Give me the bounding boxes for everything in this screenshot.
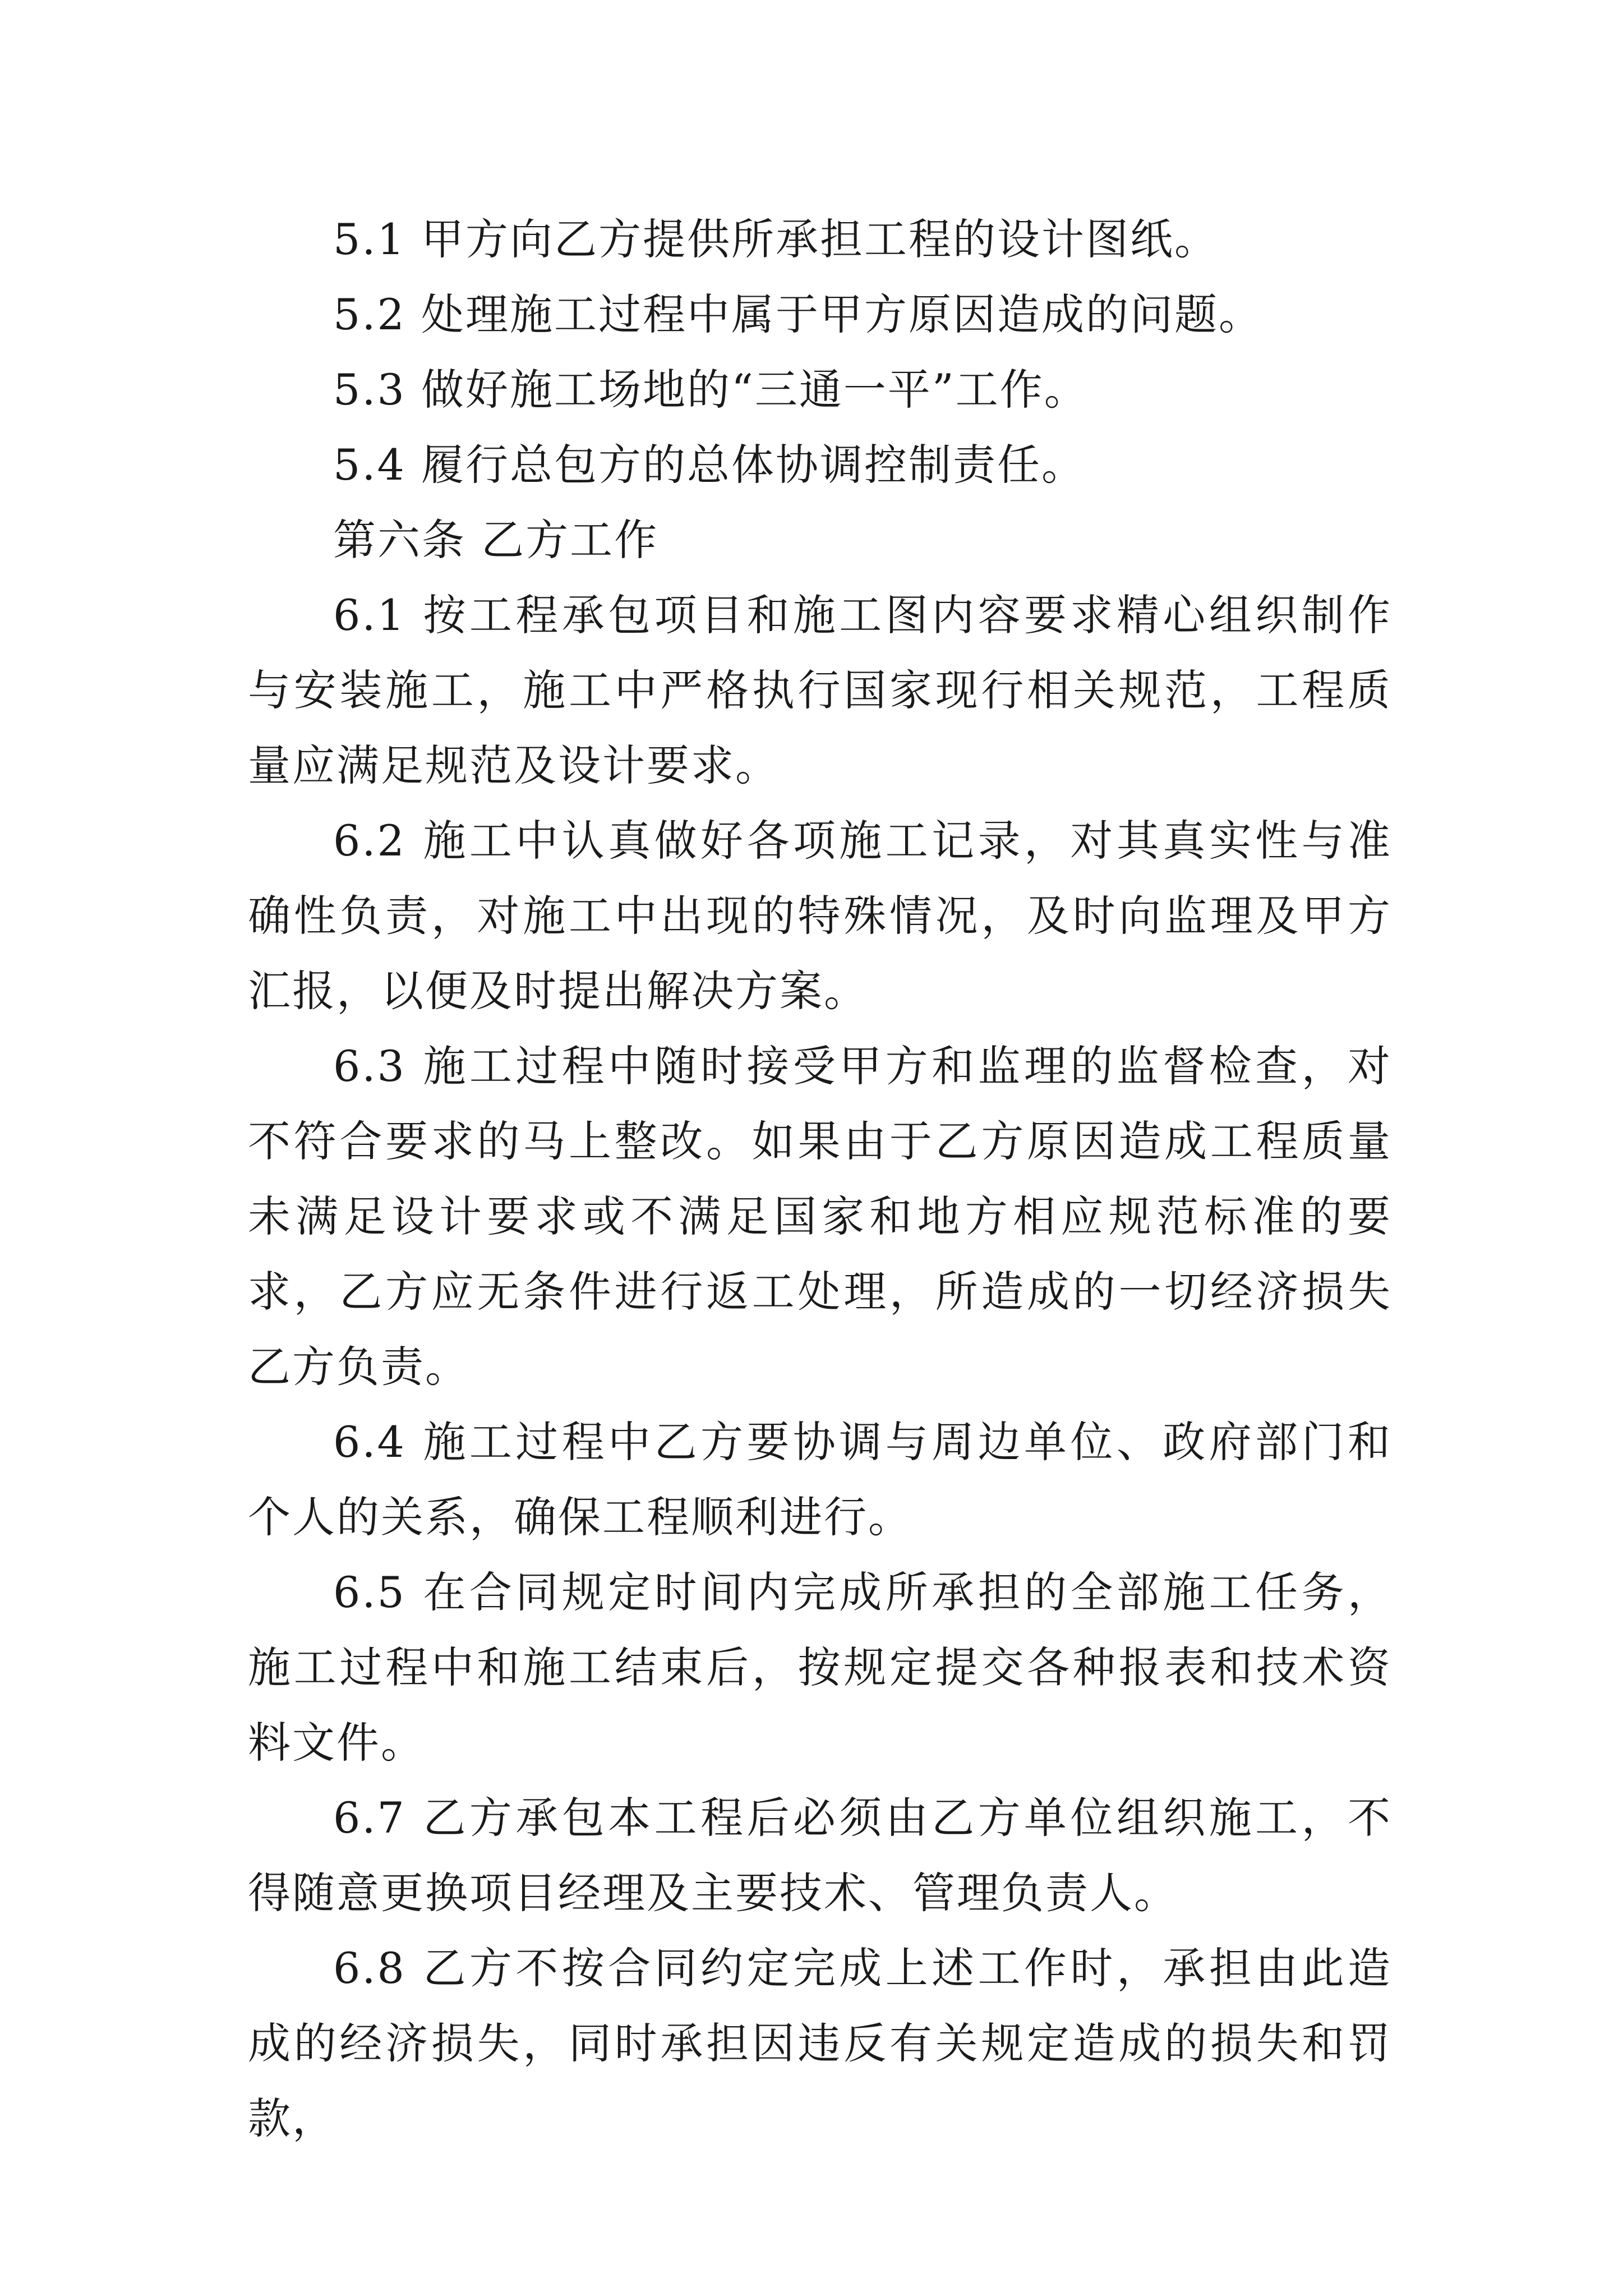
paragraph-6-1: 6.1 按工程承包项目和施工图内容要求精心组织制作与安装施工，施工中严格执行国家现行相关规范，工程质量应满足规范及设计要求。	[248, 590, 1392, 790]
section-heading-article-6: 第六条 乙方工作	[333, 515, 659, 565]
paragraph-5-3: 5.3 做好施工场地的“三通一平”工作。	[333, 365, 1089, 415]
paragraph-6-5: 6.5 在合同规定时间内完成所承担的全部施工任务，施工过程中和施工结束后，按规定提交各种报表和技术资料文件。	[248, 1567, 1392, 1768]
paragraph-6-2: 6.2 施工中认真做好各项施工记录，对其真实性与准确性负责，对施工中出现的特殊情况，及时向监理及甲方汇报，以便及时提出解决方案。	[248, 816, 1392, 1016]
paragraph-5-1: 5.1 甲方向乙方提供所承担工程的设计图纸。	[333, 214, 1219, 264]
paragraph-5-2: 5.2 处理施工过程中属于甲方原因造成的问题。	[333, 289, 1264, 339]
paragraph-6-3: 6.3 施工过程中随时接受甲方和监理的监督检查，对不符合要求的马上整改。如果由于乙方原因造成工程质量未满足设计要求或不满足国家和地方相应规范标准的要求，乙方应无条件进行返工处理，所造成的一切经济损失乙方负责。	[248, 1041, 1392, 1392]
paragraph-5-4: 5.4 履行总包方的总体协调控制责任。	[333, 440, 1086, 490]
document-body	[248, 202, 1392, 2156]
paragraph-6-7: 6.7 乙方承包本工程后必须由乙方单位组织施工，不得随意更换项目经理及主要技术、管理负责人。	[248, 1793, 1392, 1918]
paragraph-6-4: 6.4 施工过程中乙方要协调与周边单位、政府部门和个人的关系，确保工程顺利进行。	[248, 1417, 1392, 1542]
paragraph-6-8: 6.8 乙方不按合同约定完成上述工作时，承担由此造成的经济损失，同时承担因违反有关规定造成的损失和罚款，	[248, 1943, 1392, 2143]
